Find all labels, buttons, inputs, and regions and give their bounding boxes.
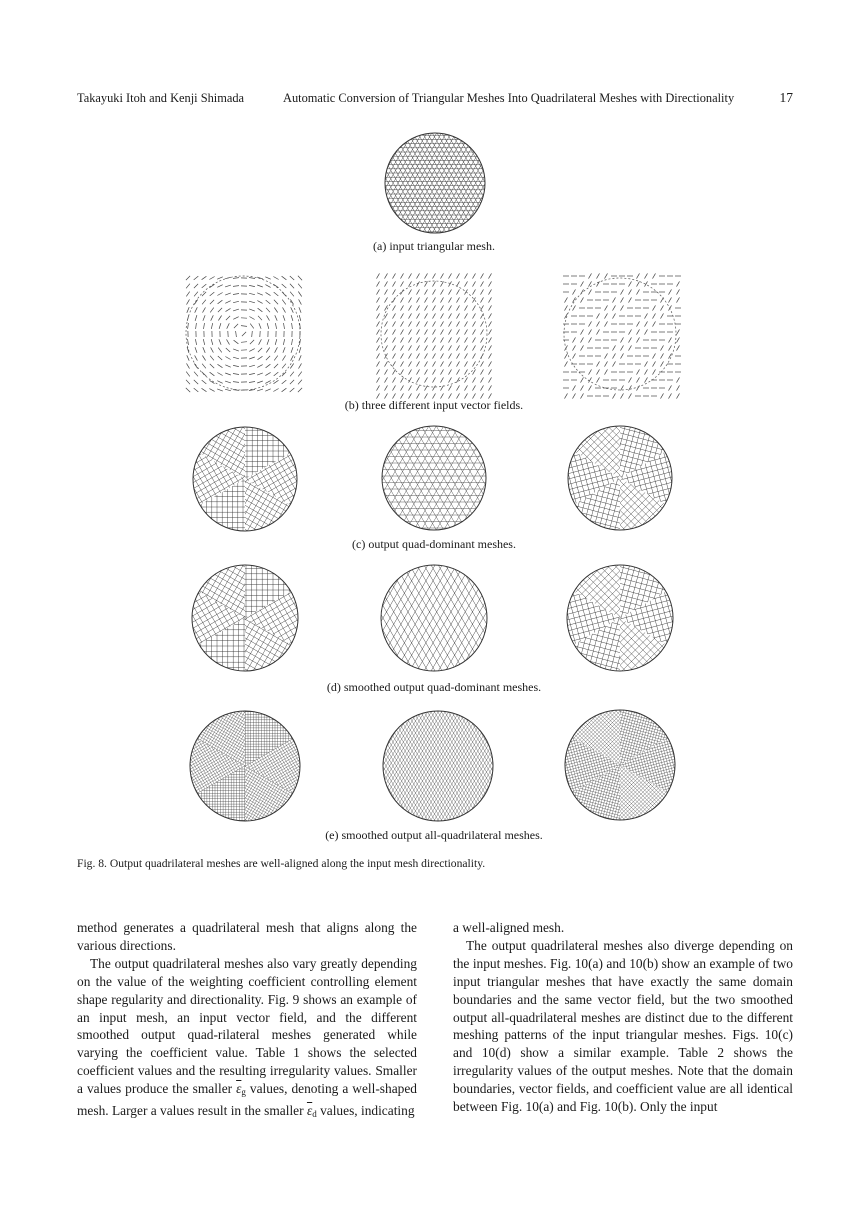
header-title: Automatic Conversion of Triangular Meshes Into Quadrilateral Meshes with Directionality xyxy=(283,91,735,105)
left-paragraph-1: method generates a quadrilateral mesh that aligns along the various directions. xyxy=(77,920,417,953)
subcaption-c: (c) output quad-dominant meshes. xyxy=(352,537,516,551)
all-quad-mesh-2 xyxy=(352,673,525,850)
right-paragraph-1: a well-aligned mesh. xyxy=(453,920,565,935)
right-paragraph-2: The output quadrilateral meshes also diverge depending on the input meshes. Fig. 10(a) and 10(b) show an example of two input triangular meshes that have exactly the same domain boundaries and the same vector field, but the two smoothed output all-quadrilateral meshes are distinct due to the different meshing patterns of the input triangular meshes. Figs. 10(c) and 10(d) show a similar example. Table 2 shows the irregularity values of the output meshes. Note that the domain boundaries, vector fields, and coefficient value are all identical between Fig. 10(a) and Fig. 10(b). Only the input xyxy=(453,937,793,1115)
subcaption-b: (b) three different input vector fields. xyxy=(344,398,524,412)
left-paragraph-2: The output quadrilateral meshes also vary greatly depending on the value of the weighting coefficient controlling element shape regularity and directionality. Fig. 9 shows an example of an input mesh, an input vector field, and the different smoothed output quad-rilateral meshes generated while varying the coefficient value. Table 1 shows the selected coefficient values and the resulting irregularity values. Smaller a values produce the smaller $\overline{\varepsilon}_g$ values, denoting a well-shaped mesh. Larger a values result in the smaller $\overline{\varepsilon}_d$ values, indicating xyxy=(77,955,417,1120)
vector-field-diagonal xyxy=(377,273,492,398)
subcaption-a: (a) input triangular mesh. xyxy=(373,239,495,253)
figure-caption: Fig. 8. Output quadrilateral meshes are well-aligned along the input mesh directionality. xyxy=(77,857,486,870)
left-column xyxy=(77,919,417,1124)
vector-field-circular xyxy=(186,276,302,392)
epsilon-d-symbol: $\overline{\varepsilon}$ xyxy=(306,1103,313,1119)
right-column xyxy=(453,919,793,1116)
vector-field-mixed xyxy=(563,273,681,398)
all-quad-mesh-1 xyxy=(152,673,337,850)
epsilon-g-symbol: $\overline{\varepsilon}$ xyxy=(236,1081,242,1097)
header-authors: Takayuki Itoh and Kenji Shimada xyxy=(77,91,245,105)
all-quad-mesh-3 xyxy=(527,672,712,850)
subcaption-e: (e) smoothed output all-quadrilateral meshes. xyxy=(325,828,543,842)
page-number: 17 xyxy=(779,90,793,105)
subcaption-d: (d) smoothed output quad-dominant meshes. xyxy=(326,680,542,694)
